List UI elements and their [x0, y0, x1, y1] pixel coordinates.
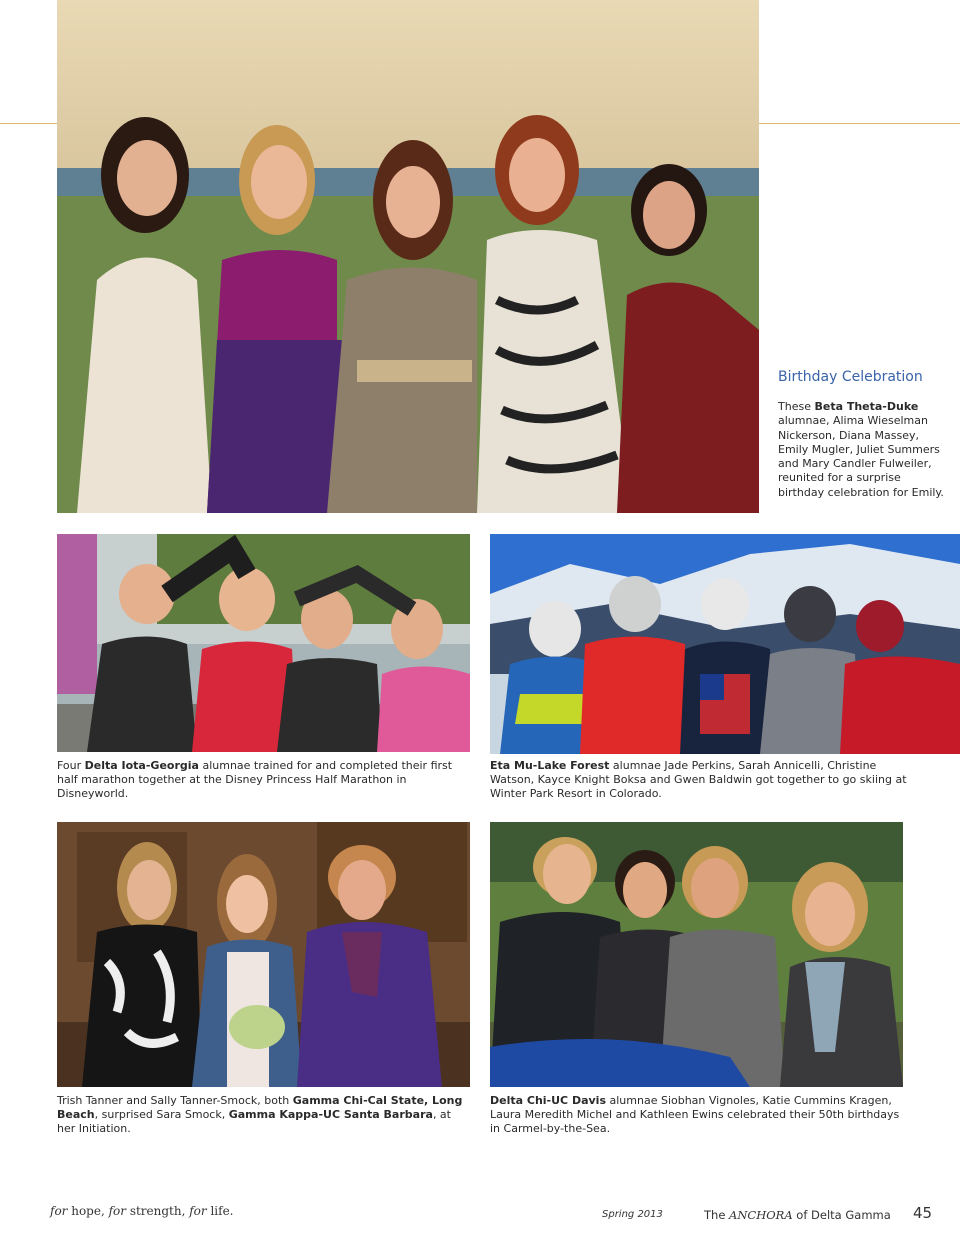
footer-season: Spring 2013 [602, 1209, 663, 1220]
caption-eta-mu-post: alumnae Jade Perkins, Sarah Annicelli, Christine Watson, Kayce Knight Boksa and Gwen Baldwin got together to go skiing at Winter Park Resort in Colorado. [490, 759, 907, 800]
caption-gamma-chi [57, 1094, 467, 1136]
top-rule-right [759, 123, 960, 124]
caption-gamma-chi-chapter-2: Gamma Kappa-UC Santa Barbara [228, 1108, 433, 1121]
page-number: 45 [913, 1204, 933, 1222]
footer-magazine [704, 1208, 891, 1222]
group-photo-delta-chi [490, 822, 903, 1087]
feature-caption-chapter: Beta Theta-Duke [814, 400, 919, 413]
caption-delta-iota-pre: Four [57, 759, 85, 772]
magazine-post: of Delta Gamma [792, 1208, 891, 1222]
caption-delta-chi [490, 1094, 905, 1136]
tagline-strength: strength, [126, 1204, 190, 1218]
caption-gamma-chi-post: , at her Initiation. [57, 1108, 451, 1135]
caption-delta-iota-chapter: Delta Iota-Georgia [84, 759, 199, 772]
group-photo-delta-iota [57, 534, 470, 752]
top-rule-left [0, 123, 57, 124]
tagline-for-1: for [50, 1204, 68, 1218]
feature-caption [778, 400, 944, 500]
caption-eta-mu-chapter: Eta Mu-Lake Forest [490, 759, 610, 772]
caption-gamma-chi-mid: , surprised Sara Smock, [94, 1108, 229, 1121]
caption-gamma-chi-pre: Trish Tanner and Sally Tanner-Smock, both [57, 1094, 293, 1107]
group-photo-beta-theta [57, 0, 759, 513]
caption-eta-mu [490, 759, 910, 801]
caption-delta-chi-chapter: Delta Chi-UC Davis [490, 1094, 606, 1107]
feature-caption-post: alumnae, Alima Wieselman Nickerson, Diana Massey, Emily Mugler, Juliet Summers and Mary Candler Fulweiler, reunited for a surprise birthday celebration for Emily. [778, 414, 944, 499]
magazine-pre: The [704, 1208, 730, 1222]
caption-gamma-chi-chapter-1: Gamma Chi-Cal State, Long Beach [57, 1094, 463, 1121]
footer-tagline [50, 1204, 234, 1218]
caption-delta-iota [57, 759, 457, 801]
feature-title: Birthday Celebration [778, 369, 923, 385]
caption-delta-chi-post: alumnae Siobhan Vignoles, Katie Cummins Kragen, Laura Meredith Michel and Kathleen Ewins celebrated their 50th birthdays in Carmel-by-the-Sea. [490, 1094, 900, 1135]
tagline-life: life. [206, 1204, 234, 1218]
caption-delta-iota-post: alumnae trained for and completed their first half marathon together at the Disney Princess Half Marathon in Disneyworld. [57, 759, 453, 800]
tagline-hope: hope, [67, 1204, 109, 1218]
tagline-for-3: for [189, 1204, 207, 1218]
feature-caption-pre: These [778, 400, 815, 413]
magazine-name: ANCHORA [729, 1208, 793, 1222]
group-photo-eta-mu [490, 534, 960, 754]
group-photo-gamma-chi [57, 822, 470, 1087]
tagline-for-2: for [108, 1204, 126, 1218]
